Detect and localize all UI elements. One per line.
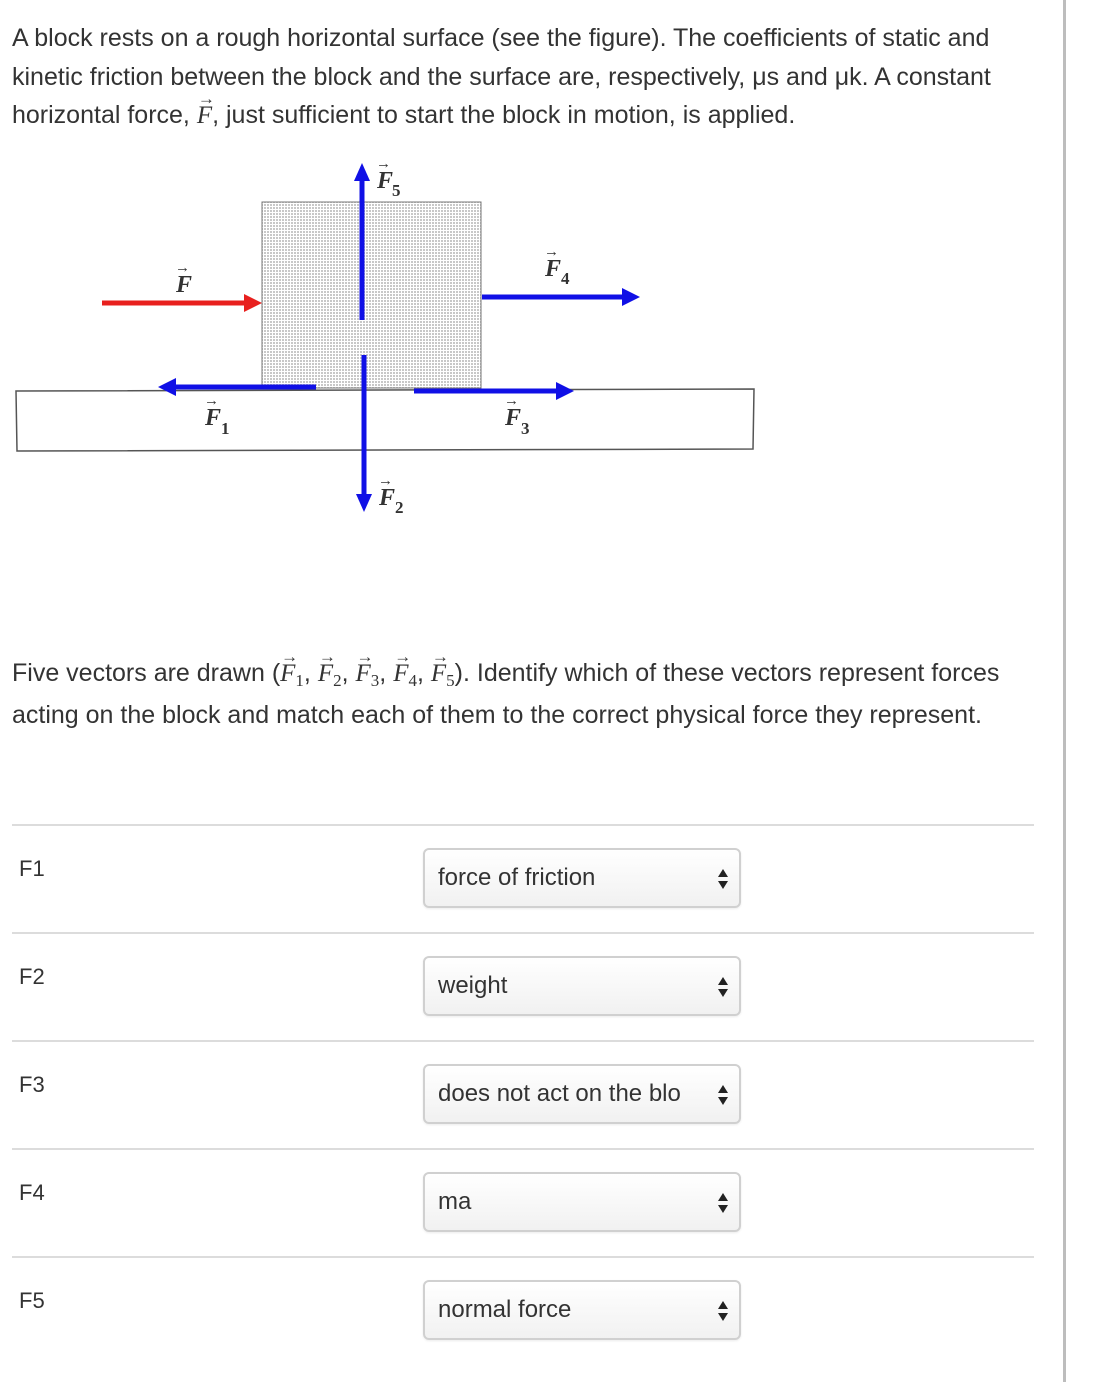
match-row-f4 — [12, 1148, 1034, 1256]
svg-text:F: F — [377, 168, 394, 194]
match-select-f2[interactable] — [423, 956, 741, 1016]
updown-arrow-icon — [717, 1299, 729, 1323]
svg-text:3: 3 — [521, 419, 530, 438]
match-label: F3 — [19, 1072, 45, 1097]
right-border — [1063, 0, 1066, 1382]
match-row-f1 — [12, 824, 1034, 932]
svg-text:→: → — [376, 156, 391, 172]
match-row-f2 — [12, 932, 1034, 1040]
svg-text:2: 2 — [395, 498, 404, 517]
prompt-text-2: ). Identify which of these vectors represent forces acting on the block and match each of them to the correct physical force they represent. — [12, 659, 1000, 729]
select-value: normal force — [438, 1296, 572, 1323]
svg-text:→: → — [504, 393, 519, 409]
select-value: force of friction — [438, 864, 596, 891]
svg-text:F: F — [379, 485, 396, 511]
vector-F-symbol: → F — [197, 97, 212, 136]
match-select-f4[interactable] — [423, 1172, 741, 1232]
matching-list — [12, 824, 1034, 1364]
match-select-f3[interactable] — [423, 1064, 741, 1124]
prompt-text-1: Five vectors are drawn ( — [12, 659, 281, 687]
match-label: F4 — [19, 1180, 45, 1205]
vector-F2-symbol: → $F_2$ — [318, 655, 342, 696]
svg-text:4: 4 — [561, 269, 570, 288]
question-intro — [12, 19, 1042, 136]
question-prompt: Five vectors are drawn (→ $F_1$, → $F_2$, → $F_3$, → $F_4$, → $F_5$). Identify which of these vectors represent forces acting on the block and match each of them to the correct physical force they represent. — [12, 654, 1042, 734]
updown-arrow-icon — [717, 867, 729, 891]
svg-text:F: F — [545, 256, 562, 282]
svg-text:F: F — [505, 405, 522, 431]
label-F2 — [378, 473, 404, 517]
svg-text:→: → — [544, 244, 559, 260]
updown-arrow-icon — [717, 975, 729, 999]
label-F4 — [544, 244, 570, 288]
svg-text:F: F — [205, 405, 222, 431]
updown-arrow-icon — [717, 1083, 729, 1107]
svg-text:→: → — [175, 260, 190, 276]
updown-arrow-icon — [717, 1191, 729, 1215]
vector-F5-symbol: → $F_5$ — [431, 655, 455, 696]
match-label: F2 — [19, 964, 45, 989]
select-value: weight — [438, 972, 508, 999]
block — [262, 202, 481, 388]
svg-text:→: → — [204, 393, 219, 409]
svg-text:5: 5 — [392, 181, 401, 200]
vector-F4-symbol: → $F_4$ — [393, 655, 417, 696]
label-F — [175, 260, 192, 298]
match-select-f1[interactable] — [423, 848, 741, 908]
intro-text-1: A block rests on a rough horizontal surface (see the figure). The coefficients of static and kinetic friction between the block and the surface are, respectively, μs and μk. A constant horizontal force, — [12, 24, 991, 129]
vector-F3-symbol: → $F_3$ — [356, 655, 380, 696]
match-row-f3 — [12, 1040, 1034, 1148]
select-value: ma — [438, 1188, 472, 1215]
match-row-f5 — [12, 1256, 1034, 1364]
svg-text:→: → — [378, 473, 393, 489]
vector-F1-symbol: → $F_1$ — [280, 655, 304, 696]
match-label: F1 — [19, 856, 45, 881]
ground-surface — [16, 389, 754, 451]
match-label: F5 — [19, 1288, 45, 1313]
label-F5 — [376, 156, 401, 200]
svg-text:1: 1 — [221, 419, 230, 438]
intro-text-2: , just sufficient to start the block in motion, is applied. — [212, 101, 796, 129]
select-value: does not act on the blo — [438, 1080, 681, 1107]
svg-text:F: F — [176, 272, 193, 298]
match-select-f5[interactable] — [423, 1280, 741, 1340]
vector-F4-arrow — [482, 288, 640, 306]
force-diagram — [0, 150, 800, 520]
